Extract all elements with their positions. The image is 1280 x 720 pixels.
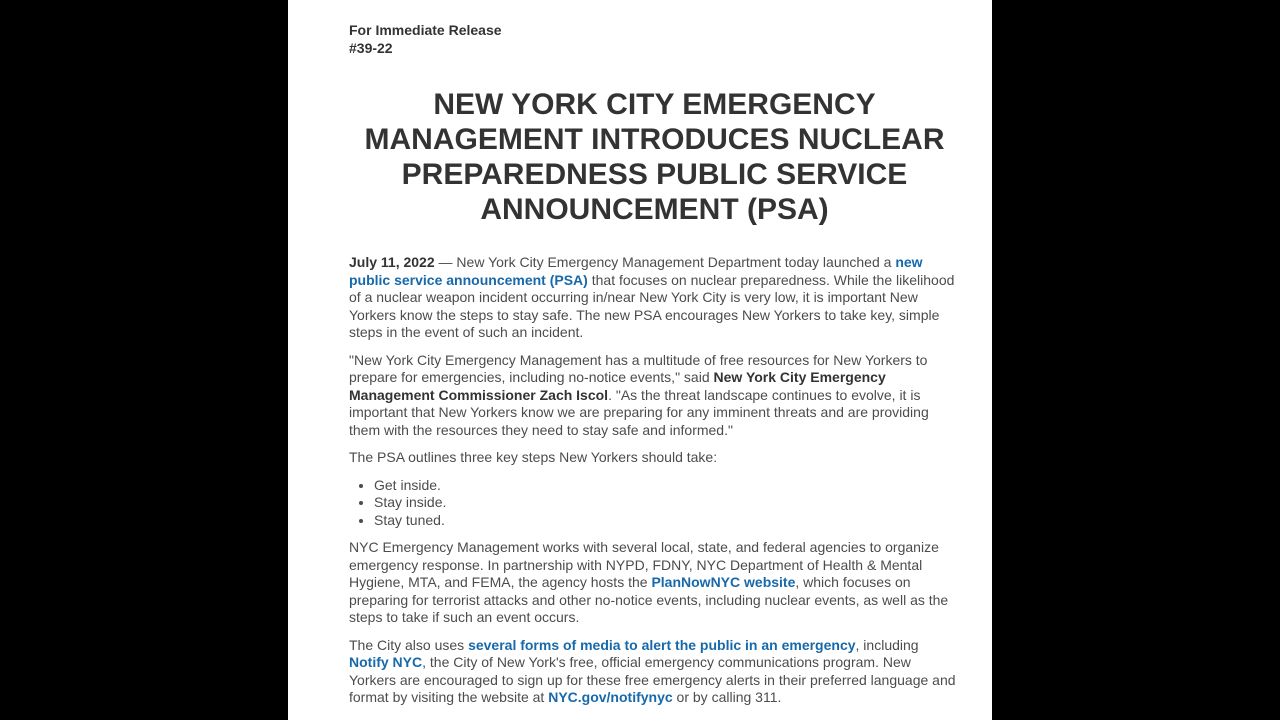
link-new-psa[interactable]: new public service announcement (PSA) xyxy=(349,254,923,288)
text-segment: The City also uses xyxy=(349,636,469,653)
release-type-label: For Immediate Release xyxy=(349,22,502,38)
date-text: July 11, 2022 xyxy=(349,254,435,270)
paragraph-steps-intro: The PSA outlines three key steps New Yorkers should take: xyxy=(349,449,718,465)
paragraph-quote xyxy=(349,352,960,440)
text-segment: "New York City Emergency Management has a multitude of free resources for New Yorkers to prepare for emergencies, including no-notice events," said xyxy=(349,351,928,385)
release-info xyxy=(349,22,960,57)
headline-line: PREPAREDNESS PUBLIC SERVICE xyxy=(401,158,908,191)
link-notify-nyc[interactable]: Notify NYC xyxy=(349,654,423,670)
press-release-document xyxy=(288,0,992,720)
list-item-stay-tuned: • Stay tuned. xyxy=(374,512,960,530)
text-segment: NYC Emergency Management works with several local, state, and federal agencies to organize emergency response. In partnership with NYPD, FDNY, NYC Department of Health & Mental Hygiene, MTA, and FEMA, the agency hosts the xyxy=(349,539,939,590)
headline-line: ANNOUNCEMENT (PSA) xyxy=(480,193,829,226)
link-plannownyc[interactable]: PlanNowNYC website xyxy=(651,574,796,590)
text-segment: , the City of New York's free, official emergency communications program. New Yorkers are encouraged to sign up for these free emergency alerts in their preferred language and format by visiting the website at xyxy=(349,654,956,705)
text-segment: or by calling 311. xyxy=(672,689,782,705)
paragraph-partners xyxy=(349,539,960,627)
link-media-alerts[interactable]: several forms of media to alert the public in an emergency xyxy=(468,636,856,653)
headline-line: MANAGEMENT INTRODUCES NUCLEAR xyxy=(364,123,945,156)
headline-line: NEW YORK CITY EMERGENCY xyxy=(433,88,876,121)
headline xyxy=(349,87,960,227)
text-segment: that focuses on nuclear preparedness. While the likelihood of a nuclear weapon incident occurring in/near New York City is very low, it is important New Yorkers know the steps to stay safe. The new PSA encourages New Yorkers to take key, simple steps in the event of such an incident. xyxy=(349,271,955,340)
release-number: #39-22 xyxy=(349,39,393,56)
key-steps-list xyxy=(349,477,960,530)
paragraph-media xyxy=(349,637,960,707)
paragraph-intro xyxy=(349,254,960,342)
commissioner-name: New York City Emergency Management Commissioner Zach Iscol xyxy=(349,369,886,403)
text-segment: , which focuses on preparing for terrorist attacks and other no-notice events, including nuclear events, as well as the steps to take if such an event occurs. xyxy=(349,574,949,625)
text-segment: . "As the threat landscape continues to evolve, it is important that New Yorkers know we are preparing for any imminent threats and are providing them with the resources they need to stay safe and informed." xyxy=(349,386,929,438)
text-segment: , including xyxy=(855,636,919,653)
text-segment: — New York City Emergency Management Department today launched a xyxy=(434,254,896,270)
link-nyc-gov-notifynyc[interactable]: NYC.gov/notifynyc xyxy=(548,689,673,705)
list-item-stay-inside: • Stay inside. xyxy=(374,494,960,512)
list-item-get-inside: • Get inside. xyxy=(374,477,960,495)
